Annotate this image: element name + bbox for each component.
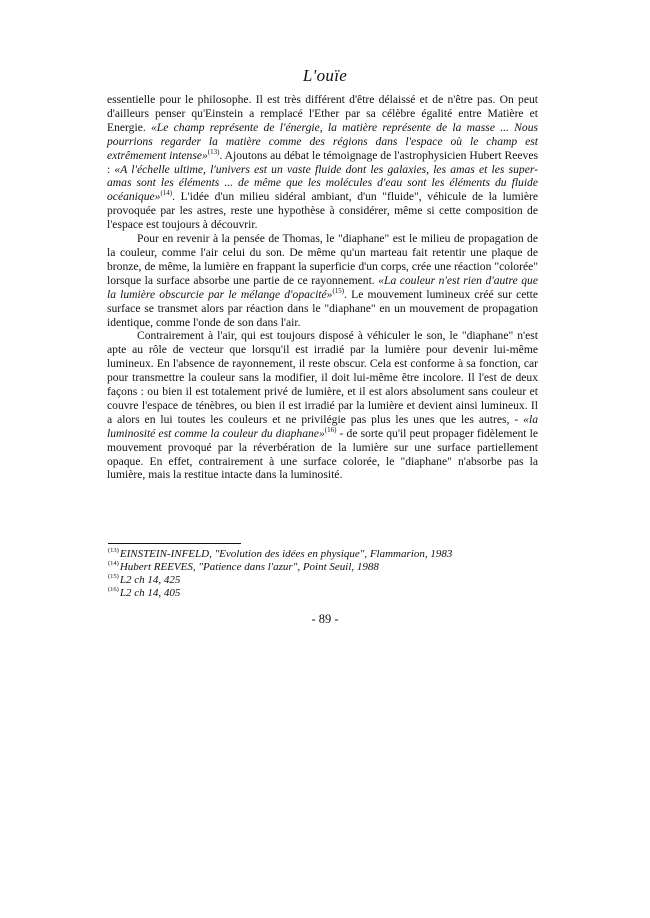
text-run: . Le mouvement lumineux créé sur cette surface se transmet alors par réaction dans le "diaphane" en un mouvement de propagation identique, comme l'onde de son dans l'air. bbox=[107, 287, 538, 329]
body-text bbox=[107, 93, 538, 482]
footnote-text: L2 ch 14, 425 bbox=[119, 574, 181, 586]
footnote-number: (13) bbox=[108, 547, 119, 555]
quotation-einstein: «Le champ représente de l'énergie, la matière représente de la masse ... Nous pourrions regarder la matière comme des régions dans l'espace où le champ est extrêmement intense» bbox=[107, 120, 538, 162]
footnote bbox=[108, 548, 548, 561]
footnotes bbox=[108, 548, 548, 600]
text-run: Pour en revenir à la pensée de Thomas, le "diaphane" est le milieu de propagation de la couleur, comme l'air celui du son. De même qu'un marteau fait retentir une plaque de bronze, de même, la lumière en frappant la superficie d'un corps, crée une réaction "colorée" lorsque la surface absorbe une partie de ce rayonnement. bbox=[107, 232, 538, 287]
paragraph-2 bbox=[107, 232, 538, 329]
footnote-number: (15) bbox=[108, 573, 119, 581]
footnote-ref-15: (15) bbox=[332, 286, 345, 295]
quotation-thomas-luminosity: «la luminosité est comme la couleur du diaphane» bbox=[107, 412, 538, 440]
page-number: - 89 - bbox=[311, 612, 339, 626]
footnote bbox=[108, 587, 548, 600]
text-run: - de sorte qu'il peut propager fidèlement le mouvement provoqué par la réverbération de la lumière sur une surface partiellement opaque. En effet, contrairement à une surface colorée, le "diaphane" n'absorbe pas la lumière, mais la restitue intacte dans la luminosité. bbox=[107, 426, 538, 482]
running-title: L'ouïe bbox=[302, 66, 348, 85]
footnote-text: Hubert REEVES, "Patience dans l'azur", Point Seuil, 1988 bbox=[119, 561, 379, 573]
paragraph-3 bbox=[107, 329, 538, 482]
footnote-text: L2 ch 14, 405 bbox=[119, 587, 181, 599]
footnote-text: EINSTEIN-INFELD, "Evolution des idées en physique", Flammarion, 1983 bbox=[119, 548, 453, 560]
footnote-divider bbox=[108, 543, 241, 544]
paragraph-1 bbox=[107, 93, 538, 232]
footnote bbox=[108, 574, 548, 587]
text-run: . Ajoutons au débat le témoignage de l'astrophysicien Hubert Reeves : bbox=[107, 148, 538, 176]
text-run: . L'idée d'un milieu sidéral ambiant, d'un "fluide", véhicule de la lumière provoquée par les astres, reste une hypothèse à considérer, même si cette composition de l'espace est toujours à découvrir. bbox=[107, 190, 538, 232]
footnote-number: (16) bbox=[108, 586, 119, 594]
footnote-number: (14) bbox=[108, 560, 119, 568]
quotation-thomas-color: «La couleur n'est rien d'autre que la lumière obscurcie par le mélange d'opacité» bbox=[107, 273, 538, 301]
quotation-reeves: «A l'échelle ultime, l'univers est un vaste fluide dont les galaxies, les amas et les super-amas sont les éléments ... de même que les molécules d'eau sont les éléments du fluide océanique» bbox=[107, 162, 538, 204]
text-run: essentielle pour le philosophe. Il est très différent d'être délaissé et de n'être pas. On peut d'ailleurs penser qu'Einstein a remplacé l'Ether par sa célèbre égalité entre Matière et Energie. bbox=[107, 93, 538, 134]
footnote bbox=[108, 561, 548, 574]
footnote-ref-14: (14) bbox=[160, 189, 173, 198]
footnote-ref-13: (13) bbox=[207, 147, 220, 156]
text-run: Contrairement à l'air, qui est toujours disposé à véhiculer le son, le "diaphane" n'est apte au rôle de vecteur que lorsqu'il est irradié par la lumière pour devenir lui-même lumineux. En l'absence de rayonnement, il reste obscur. Cela est conforme à sa fonction, car pour transmettre la couleur sans la modifier, il doit lui-même être incolore. Il l'est de deux façons : ou bien il est totalement privé de lumière, et il est alors absolument sans couleur et couvre l'espace de ténèbres, ou bien il est irradié par la lumière et devient ainsi lumineux. Il a alors en lui toutes les couleurs et ne privilégie pas plus les unes que les autres, - bbox=[107, 329, 538, 426]
footnote-ref-16: (16) bbox=[324, 425, 337, 434]
